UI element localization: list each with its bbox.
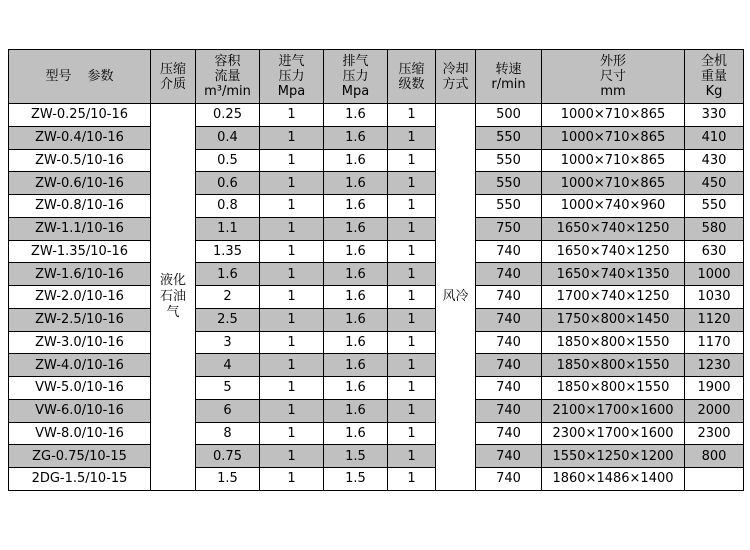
- cell-capacity: 5: [196, 377, 260, 400]
- cell-inlet: 1: [260, 422, 324, 445]
- cell-model: ZW-0.6/10-16: [9, 172, 151, 195]
- cell-speed: 550: [476, 172, 542, 195]
- cell-model: ZW-3.0/10-16: [9, 331, 151, 354]
- header-capacity: [196, 50, 260, 104]
- cell-stages: 1: [388, 286, 436, 309]
- table-row: [9, 126, 744, 149]
- cell-inlet: 1: [260, 126, 324, 149]
- cell-dims: 1650×740×1250: [542, 217, 685, 240]
- cell-outlet: 1.6: [324, 377, 388, 400]
- header-dims-line2: 尺寸: [599, 69, 626, 84]
- cell-weight: 1900: [685, 377, 744, 400]
- cell-dims: 1850×800×1550: [542, 354, 685, 377]
- cell-capacity: 1.1: [196, 217, 260, 240]
- header-cooling: [436, 50, 476, 104]
- table-row: [9, 468, 744, 491]
- table-row: [9, 172, 744, 195]
- cell-dims: 1750×800×1450: [542, 308, 685, 331]
- cell-inlet: 1: [260, 308, 324, 331]
- header-speed-line1: 转速: [495, 61, 522, 77]
- header-cooling-line2: 方式: [442, 76, 469, 92]
- table-row: [9, 217, 744, 240]
- cell-inlet: 1: [260, 331, 324, 354]
- cell-speed: 550: [476, 149, 542, 172]
- header-weight-line1: 全机: [700, 54, 727, 69]
- cell-stages: 1: [388, 263, 436, 286]
- header-stages-line1: 压缩: [398, 61, 425, 77]
- cell-dims: 1000×710×865: [542, 172, 685, 195]
- cell-speed: 740: [476, 331, 542, 354]
- cell-weight: 800: [685, 445, 744, 468]
- header-weight-unit: Kg: [705, 84, 723, 99]
- cell-capacity: 4: [196, 354, 260, 377]
- cell-weight: 1000: [685, 263, 744, 286]
- cell-model: ZW-1.1/10-16: [9, 217, 151, 240]
- cell-capacity: 0.6: [196, 172, 260, 195]
- cell-medium: [151, 104, 196, 491]
- header-stages: [388, 50, 436, 104]
- header-capacity-unit: m³/min: [204, 84, 251, 99]
- header-cooling-line1: 冷却: [442, 61, 469, 77]
- cell-inlet: 1: [260, 354, 324, 377]
- cell-speed: 750: [476, 217, 542, 240]
- header-dims-unit: mm: [600, 84, 626, 99]
- medium-line: 石油: [159, 288, 186, 304]
- cell-outlet: 1.6: [324, 308, 388, 331]
- header-weight: [685, 50, 744, 104]
- cell-weight: 330: [685, 104, 744, 127]
- cell-capacity: 2.5: [196, 308, 260, 331]
- cell-dims: 1850×800×1550: [542, 377, 685, 400]
- table-row: [9, 195, 744, 218]
- cell-inlet: 1: [260, 399, 324, 422]
- header-model-label: 型号: [45, 69, 72, 84]
- cell-inlet: 1: [260, 377, 324, 400]
- header-dims-line1: 外形: [599, 54, 626, 69]
- cell-speed: 740: [476, 240, 542, 263]
- cell-outlet: 1.6: [324, 286, 388, 309]
- cell-outlet: 1.6: [324, 240, 388, 263]
- cell-model: VW-8.0/10-16: [9, 422, 151, 445]
- cell-capacity: 8: [196, 422, 260, 445]
- cell-stages: 1: [388, 331, 436, 354]
- table-row: [9, 240, 744, 263]
- table-row: [9, 308, 744, 331]
- cell-capacity: 0.25: [196, 104, 260, 127]
- cell-weight: 1030: [685, 286, 744, 309]
- medium-line: 气: [166, 304, 180, 320]
- cell-stages: 1: [388, 104, 436, 127]
- cooling-text: 风冷: [442, 289, 469, 305]
- table-row: [9, 331, 744, 354]
- cell-stages: 1: [388, 149, 436, 172]
- cell-stages: 1: [388, 354, 436, 377]
- cell-inlet: 1: [260, 263, 324, 286]
- table-row: [9, 354, 744, 377]
- cell-dims: 1000×710×865: [542, 149, 685, 172]
- cell-capacity: 1.5: [196, 468, 260, 491]
- header-row: [9, 50, 744, 104]
- table-body: [9, 104, 744, 491]
- cell-outlet: 1.6: [324, 149, 388, 172]
- cell-speed: 550: [476, 126, 542, 149]
- cell-outlet: 1.5: [324, 468, 388, 491]
- cell-weight: 580: [685, 217, 744, 240]
- cell-capacity: 1.6: [196, 263, 260, 286]
- cell-outlet: 1.6: [324, 172, 388, 195]
- cell-dims: 1860×1486×1400: [542, 468, 685, 491]
- cell-model: ZW-0.25/10-16: [9, 104, 151, 127]
- cell-outlet: 1.6: [324, 126, 388, 149]
- cell-weight: 550: [685, 195, 744, 218]
- cell-model: ZG-0.75/10-15: [9, 445, 151, 468]
- cell-capacity: 0.8: [196, 195, 260, 218]
- cell-model: ZW-1.35/10-16: [9, 240, 151, 263]
- header-stages-line2: 级数: [398, 76, 425, 92]
- cell-weight: 2300: [685, 422, 744, 445]
- cell-stages: 1: [388, 468, 436, 491]
- cell-model: ZW-4.0/10-16: [9, 354, 151, 377]
- cell-outlet: 1.6: [324, 195, 388, 218]
- cell-speed: 500: [476, 104, 542, 127]
- table-row: [9, 377, 744, 400]
- cell-stages: 1: [388, 399, 436, 422]
- cell-capacity: 0.5: [196, 149, 260, 172]
- cell-stages: 1: [388, 195, 436, 218]
- cell-weight: 2000: [685, 399, 744, 422]
- cell-speed: 740: [476, 354, 542, 377]
- cell-stages: 1: [388, 217, 436, 240]
- table-row: [9, 399, 744, 422]
- cell-speed: 740: [476, 468, 542, 491]
- cell-model: ZW-2.5/10-16: [9, 308, 151, 331]
- header-model: [9, 50, 151, 104]
- cell-dims: 1650×740×1350: [542, 263, 685, 286]
- cell-stages: 1: [388, 377, 436, 400]
- cell-capacity: 1.35: [196, 240, 260, 263]
- cell-model: VW-5.0/10-16: [9, 377, 151, 400]
- cell-dims: 1650×740×1250: [542, 240, 685, 263]
- cell-inlet: 1: [260, 195, 324, 218]
- cell-speed: 740: [476, 445, 542, 468]
- cell-dims: 1550×1250×1200: [542, 445, 685, 468]
- cell-outlet: 1.6: [324, 331, 388, 354]
- cell-speed: 740: [476, 263, 542, 286]
- header-outlet: [324, 50, 388, 104]
- medium-line: 液化: [159, 272, 186, 288]
- cell-model: ZW-0.8/10-16: [9, 195, 151, 218]
- header-params-label: 参数: [87, 69, 114, 84]
- cell-outlet: 1.6: [324, 217, 388, 240]
- cell-capacity: 2: [196, 286, 260, 309]
- spec-table: [8, 49, 744, 491]
- cell-weight: 1120: [685, 308, 744, 331]
- cell-dims: 1700×740×1250: [542, 286, 685, 309]
- header-dims: [542, 50, 685, 104]
- table-row: [9, 263, 744, 286]
- cell-model: ZW-0.5/10-16: [9, 149, 151, 172]
- cell-stages: 1: [388, 422, 436, 445]
- cell-inlet: 1: [260, 286, 324, 309]
- table-row: [9, 286, 744, 309]
- cell-speed: 740: [476, 399, 542, 422]
- header-inlet-line2: 压力: [278, 69, 305, 84]
- cell-dims: 1850×800×1550: [542, 331, 685, 354]
- cell-weight: 630: [685, 240, 744, 263]
- cell-outlet: 1.6: [324, 354, 388, 377]
- cell-speed: 740: [476, 422, 542, 445]
- cell-weight: 1170: [685, 331, 744, 354]
- cell-dims: 1000×710×865: [542, 126, 685, 149]
- cell-speed: 550: [476, 195, 542, 218]
- cell-model: 2DG-1.5/10-15: [9, 468, 151, 491]
- header-capacity-line2: 流量: [214, 69, 241, 84]
- cell-model: ZW-2.0/10-16: [9, 286, 151, 309]
- header-outlet-line1: 排气: [342, 54, 369, 69]
- cell-stages: 1: [388, 126, 436, 149]
- cell-stages: 1: [388, 308, 436, 331]
- header-medium-line1: 压缩: [159, 61, 186, 77]
- cell-model: ZW-1.6/10-16: [9, 263, 151, 286]
- cell-capacity: 6: [196, 399, 260, 422]
- cell-speed: 740: [476, 286, 542, 309]
- cell-weight: [685, 468, 744, 491]
- header-medium: [151, 50, 196, 104]
- header-inlet-unit: Mpa: [277, 84, 306, 99]
- cell-outlet: 1.5: [324, 445, 388, 468]
- cell-cooling: [436, 104, 476, 491]
- cell-weight: 1230: [685, 354, 744, 377]
- header-inlet: [260, 50, 324, 104]
- cell-outlet: 1.6: [324, 263, 388, 286]
- cell-inlet: 1: [260, 445, 324, 468]
- cell-model: VW-6.0/10-16: [9, 399, 151, 422]
- cell-capacity: 3: [196, 331, 260, 354]
- cell-outlet: 1.6: [324, 422, 388, 445]
- cell-model: ZW-0.4/10-16: [9, 126, 151, 149]
- cell-outlet: 1.6: [324, 104, 388, 127]
- cell-weight: 430: [685, 149, 744, 172]
- cell-stages: 1: [388, 240, 436, 263]
- cell-stages: 1: [388, 445, 436, 468]
- cell-inlet: 1: [260, 240, 324, 263]
- cell-capacity: 0.75: [196, 445, 260, 468]
- cell-weight: 410: [685, 126, 744, 149]
- header-medium-line2: 介质: [159, 76, 186, 92]
- header-outlet-line2: 压力: [342, 69, 369, 84]
- cell-dims: 1000×740×960: [542, 195, 685, 218]
- table-row: [9, 422, 744, 445]
- header-weight-line2: 重量: [700, 69, 727, 84]
- cell-outlet: 1.6: [324, 399, 388, 422]
- header-inlet-line1: 进气: [278, 54, 305, 69]
- cell-dims: 1000×710×865: [542, 104, 685, 127]
- cell-weight: 450: [685, 172, 744, 195]
- cell-inlet: 1: [260, 172, 324, 195]
- cell-inlet: 1: [260, 468, 324, 491]
- table-row: [9, 104, 744, 127]
- table-row: [9, 149, 744, 172]
- cell-speed: 740: [476, 377, 542, 400]
- cell-inlet: 1: [260, 217, 324, 240]
- table-row: [9, 445, 744, 468]
- header-capacity-line1: 容积: [214, 54, 241, 69]
- header-outlet-unit: Mpa: [341, 84, 370, 99]
- cell-stages: 1: [388, 172, 436, 195]
- header-speed: [476, 50, 542, 104]
- cell-dims: 2300×1700×1600: [542, 422, 685, 445]
- header-speed-unit: r/min: [491, 76, 526, 92]
- cell-speed: 740: [476, 308, 542, 331]
- cell-dims: 2100×1700×1600: [542, 399, 685, 422]
- cell-capacity: 0.4: [196, 126, 260, 149]
- cell-inlet: 1: [260, 104, 324, 127]
- cell-inlet: 1: [260, 149, 324, 172]
- medium-text: [160, 273, 186, 321]
